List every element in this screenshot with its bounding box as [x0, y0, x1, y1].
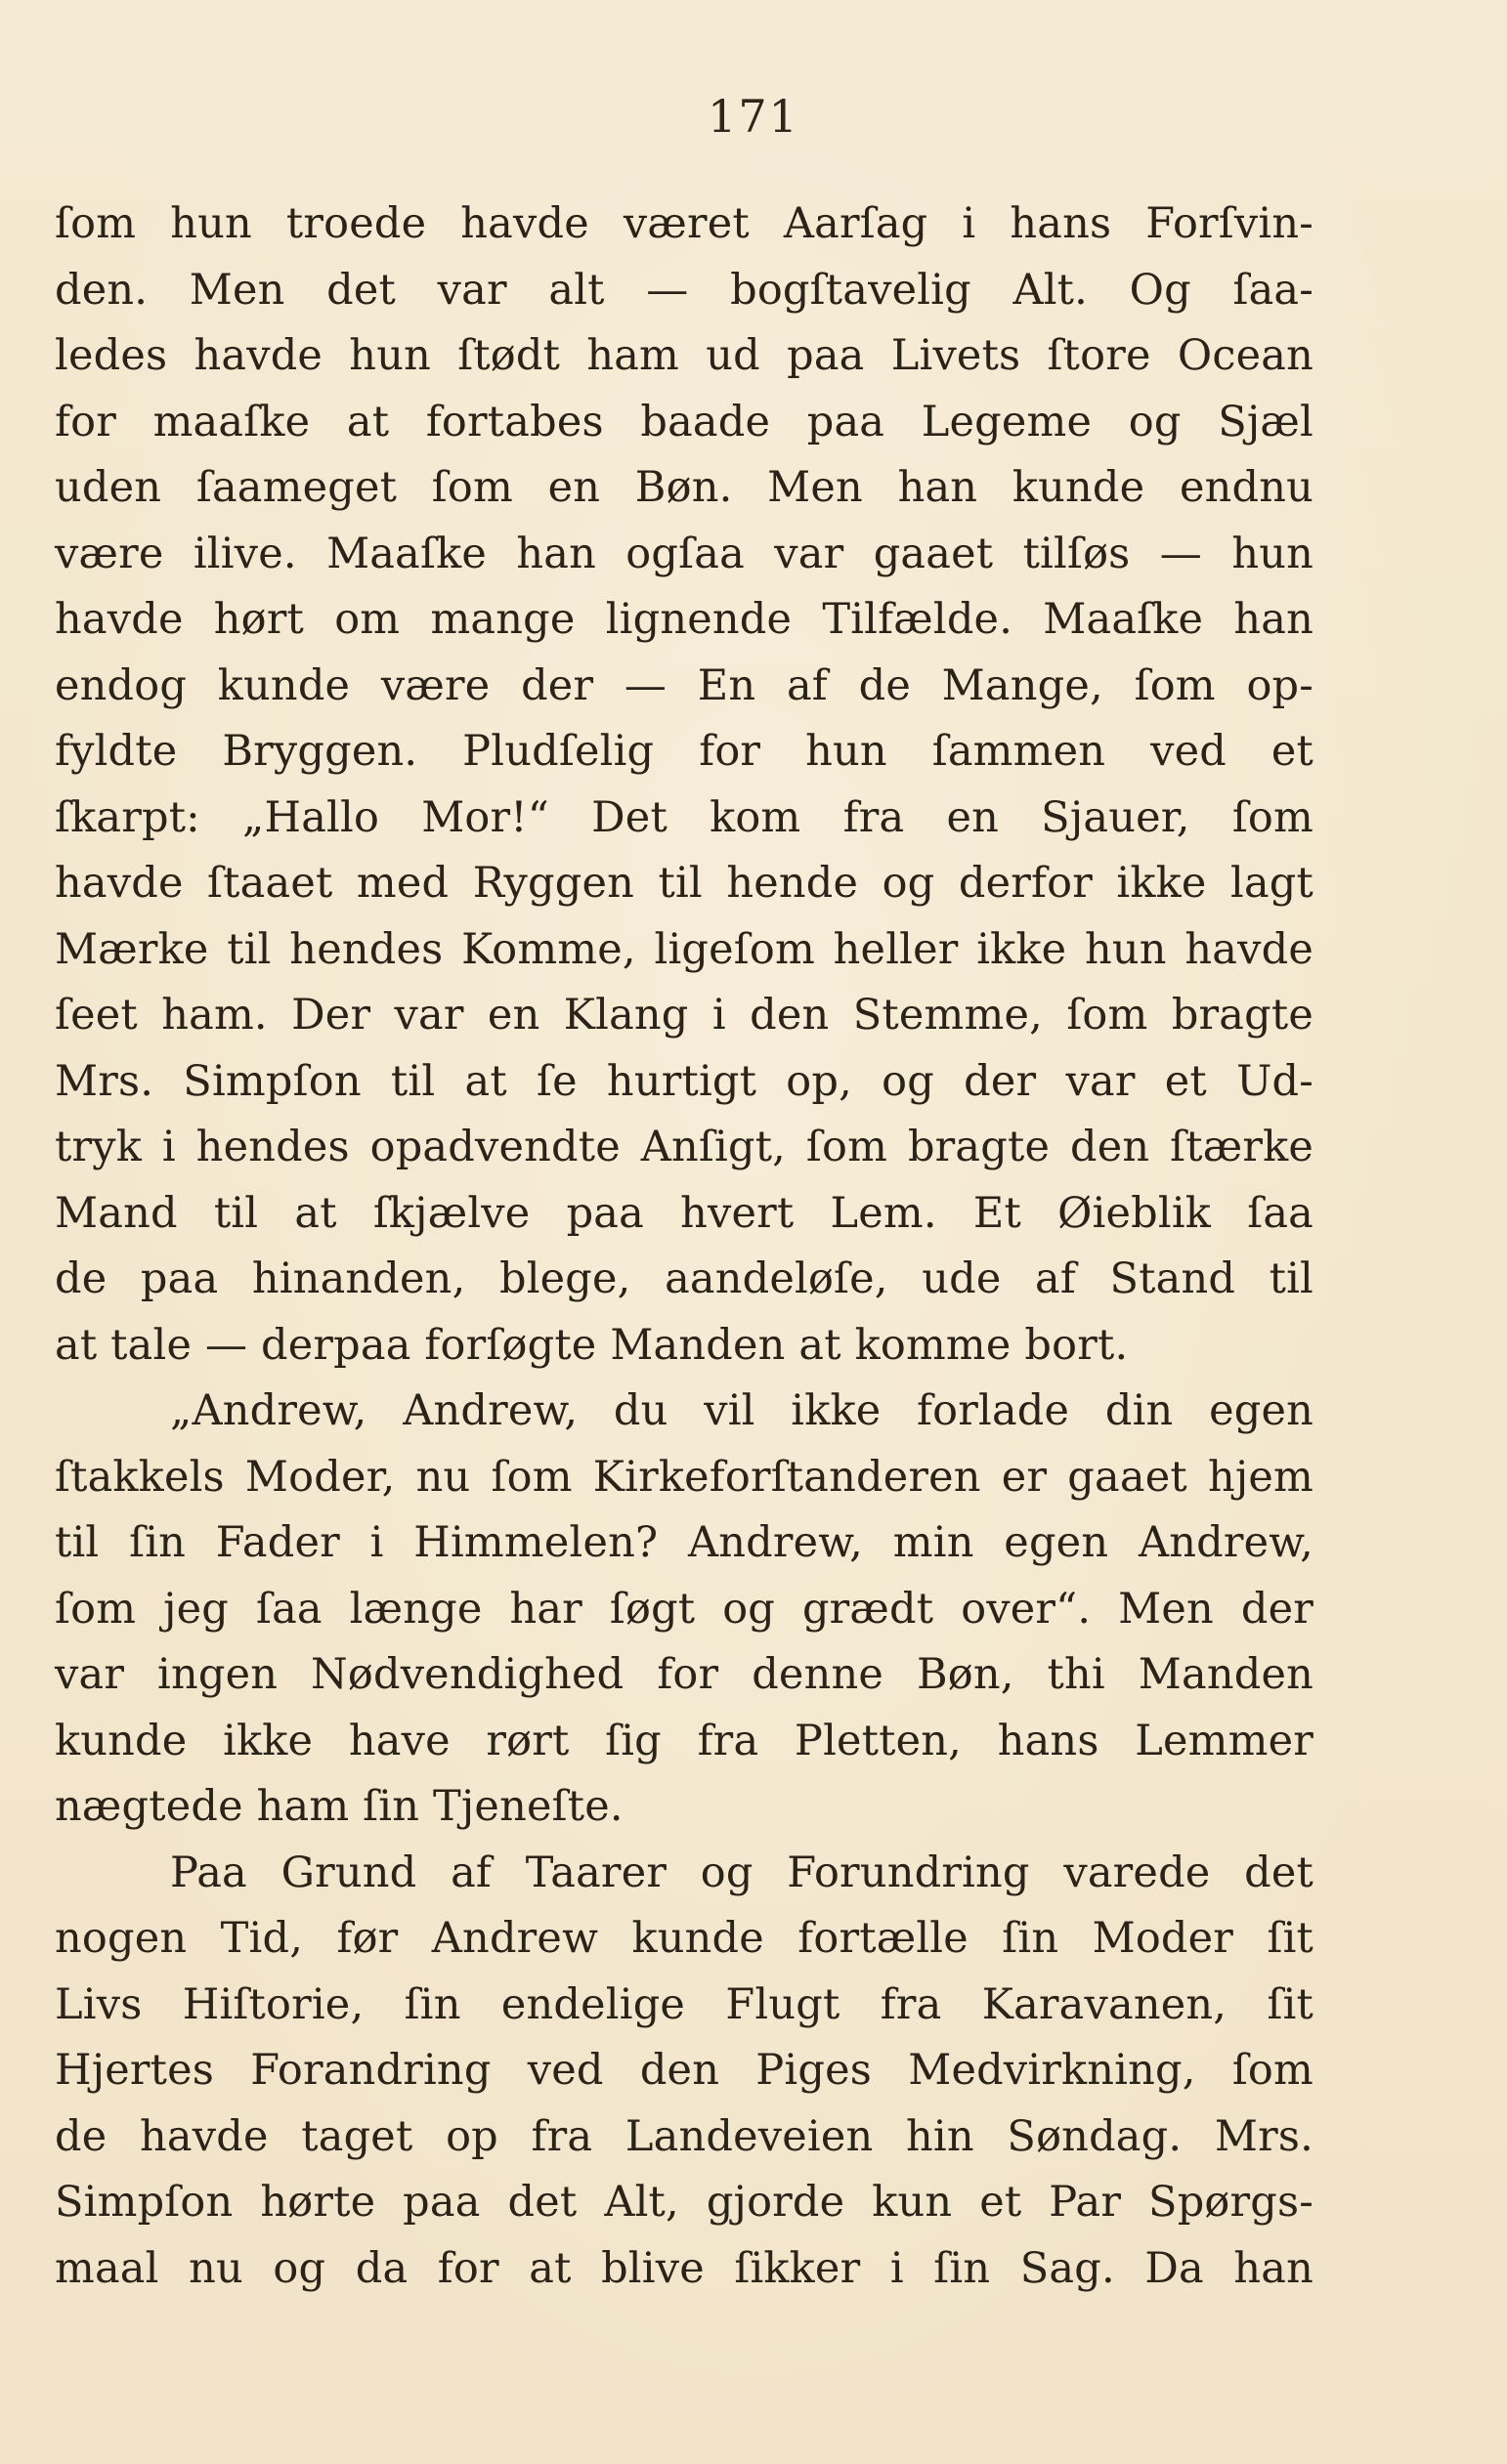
text-line: Hjertes Forandring ved den Piges Medvirkning, ſom	[55, 2046, 1313, 2095]
text-line: Mrs. Simpſon til at ſe hurtigt op, og der var et Ud-	[55, 1056, 1313, 1106]
text-line: ledes havde hun ſtødt ham ud paa Livets ſtore Ocean	[55, 331, 1313, 380]
text-line: ſtakkels Moder, nu ſom Kirkeforſtanderen er gaaet hjem	[55, 1452, 1313, 1502]
text-line: „Andrew, Andrew, du vil ikke forlade din egen	[170, 1386, 1313, 1435]
text-line: nægtede ham ſin Tjeneſte.	[55, 1782, 624, 1831]
text-line: tryk i hendes opadvendte Anſigt, ſom bragte den ſtærke	[55, 1123, 1313, 1171]
text-line: være ilive. Maaſke han ogſaa var gaaet tilſøs — hun	[55, 529, 1313, 578]
text-line: Mærke til hendes Komme, ligeſom heller ikke hun havde	[55, 924, 1313, 974]
text-line: til ſin Fader i Himmelen? Andrew, min egen Andrew,	[55, 1518, 1313, 1567]
text-line: maal nu og da for at blive ſikker i ſin Sag. Da han	[55, 2243, 1313, 2293]
text-line: ſkarpt: „Hallo Mor!“ Det kom fra en Sjauer, ſom	[55, 792, 1313, 842]
text-line: for maaſke at fortabes baade paa Legeme og Sjæl	[55, 397, 1313, 446]
text-line: fyldte Bryggen. Pludſelig for hun ſammen ved et	[55, 727, 1313, 776]
text-line: ſom hun troede havde været Aarſag i hans Forſvin-	[55, 199, 1313, 248]
page-number: 171	[708, 90, 799, 143]
text-line: at tale — derpaa forſøgte Manden at komme bort.	[55, 1320, 1129, 1370]
text-line: Mand til at ſkjælve paa hvert Lem. Et Øieblik ſaa	[55, 1188, 1313, 1238]
text-line: Livs Hiſtorie, ſin endelige Flugt fra Karavanen, ſit	[55, 1979, 1313, 2029]
text-line: havde ſtaaet med Ryggen til hende og derfor ikke lagt	[55, 859, 1313, 908]
text-line: kunde ikke have rørt ſig fra Pletten, hans Lemmer	[55, 1716, 1313, 1765]
text-line: havde hørt om mange lignende Tilfælde. Maaſke han	[55, 595, 1313, 644]
text-line: de havde taget op fra Landeveien hin Søndag. Mrs.	[55, 2111, 1313, 2161]
text-line: uden ſaameget ſom en Bøn. Men han kunde endnu	[55, 463, 1313, 512]
text-line: ſeet ham. Der var en Klang i den Stemme, ſom bragte	[55, 991, 1313, 1040]
text-line: Paa Grund af Taarer og Forundring varede det	[170, 1848, 1313, 1897]
text-line: den. Men det var alt — bogſtavelig Alt. Og ſaa-	[55, 265, 1313, 315]
text-line: var ingen Nødvendighed for denne Bøn, thi Manden	[55, 1650, 1313, 1699]
text-line: ſom jeg ſaa længe har ſøgt og grædt over“. Men der	[55, 1584, 1313, 1634]
text-line: Simpſon hørte paa det Alt, gjorde kun et Par Spørgs-	[55, 2178, 1313, 2227]
text-line: de paa hinanden, blege, aandeløſe, ude af Stand til	[55, 1254, 1313, 1303]
text-line: endog kunde være der — En af de Mange, ſom op-	[55, 660, 1313, 710]
body-text	[55, 191, 1313, 2302]
text-line: nogen Tid, før Andrew kunde fortælle ſin Moder ſit	[55, 1914, 1313, 1963]
